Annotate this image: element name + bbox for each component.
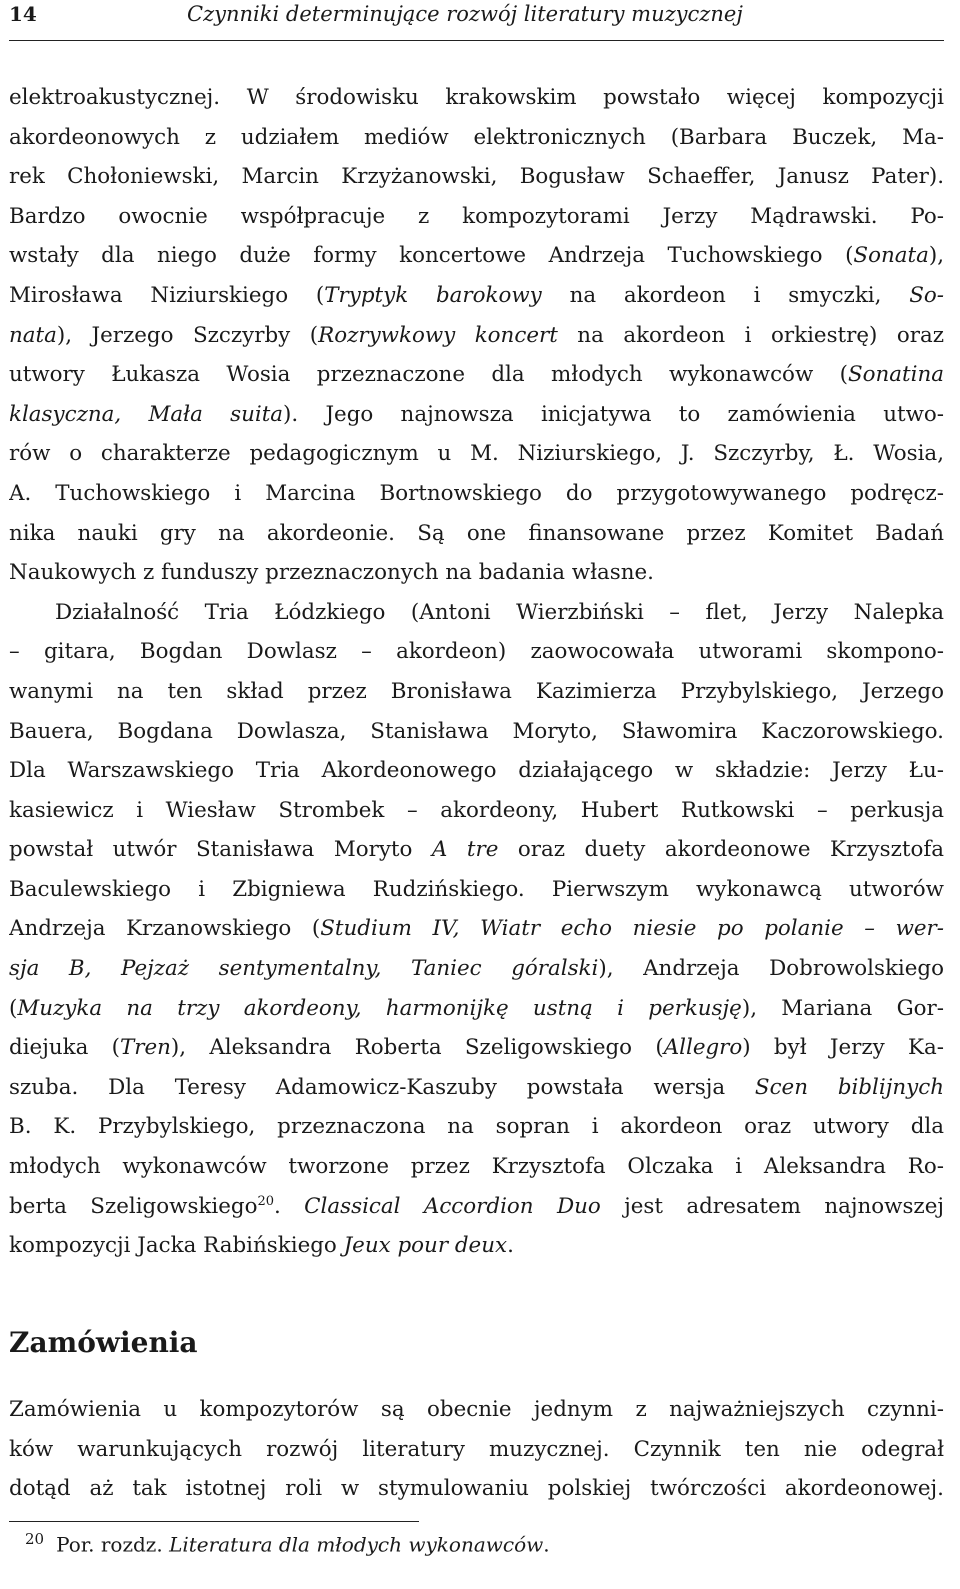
footnote: $^{20}$ Por. rozdz. Literatura dla młodych wykonawców. xyxy=(25,1530,550,1557)
text-line: klasyczna, Mała suita). Jego najnowsza inicjatywa to zamówienia utwo- xyxy=(9,401,944,427)
text-line: A. Tuchowskiego i Marcina Bortnowskiego do przygotowywanego podręcz- xyxy=(9,480,944,506)
text-line: nata), Jerzego Szczyrby (Rozrywkowy koncert na akordeon i orkiestrę) oraz xyxy=(9,322,944,348)
text-line: sja B, Pejzaż sentymentalny, Taniec góralski), Andrzeja Dobrowolskiego xyxy=(9,956,944,982)
text-line: szuba. Dla Teresy Adamowicz-Kaszuby powstała wersja Scen biblijnych xyxy=(9,1074,944,1100)
section-heading: Zamówienia xyxy=(9,1326,198,1359)
text-line: akordeonowych z udziałem mediów elektronicznych (Barbara Buczek, Ma- xyxy=(9,124,944,150)
text-line: kompozycji Jacka Rabińskiego Jeux pour deux. xyxy=(9,1233,514,1259)
text-line: młodych wykonawców tworzone przez Krzysztofa Olczaka i Aleksandra Ro- xyxy=(9,1154,944,1180)
text-line: Dla Warszawskiego Tria Akordeonowego działającego w składzie: Jerzy Łu- xyxy=(9,758,944,784)
text-line: rów o charakterze pedagogicznym u M. Niziurskiego, J. Szczyrby, Ł. Wosia, xyxy=(9,441,944,467)
text-line: Bauera, Bogdana Dowlasza, Stanisława Moryto, Sławomira Kaczorowskiego. xyxy=(9,718,944,744)
text-line: B. K. Przybylskiego, przeznaczona na sopran i akordeon oraz utwory dla xyxy=(9,1114,944,1140)
page-number: 14 xyxy=(9,2,37,26)
text-line: rek Chołoniewski, Marcin Krzyżanowski, Bogusław Schaeffer, Janusz Pater). xyxy=(9,164,944,190)
text-line: Naukowych z funduszy przeznaczonych na badania własne. xyxy=(9,560,654,586)
text-line: Baculewskiego i Zbigniewa Rudzińskiego. Pierwszym wykonawcą utworów xyxy=(9,876,944,902)
text-line: kasiewicz i Wiesław Strombek – akordeony, Hubert Rutkowski – perkusja xyxy=(9,797,944,823)
text-line: powstał utwór Stanisława Moryto A tre oraz duety akordeonowe Krzysztofa xyxy=(9,837,944,863)
text-line: (Muzyka na trzy akordeony, harmonijkę ustną i perkusję), Mariana Gor- xyxy=(9,995,944,1021)
page-header xyxy=(9,0,944,41)
text-line: nika nauki gry na akordeonie. Są one finansowane przez Komitet Badań xyxy=(9,520,944,546)
text-line: Działalność Tria Łódzkiego (Antoni Wierzbiński – flet, Jerzy Nalepka xyxy=(55,599,944,625)
text-line: berta Szeligowskiego$^{20}$. Classical Accordion Duo jest adresatem najnowszej xyxy=(9,1193,944,1219)
text-line: diejuka (Tren), Aleksandra Roberta Szeligowskiego (Allegro) był Jerzy Ka- xyxy=(9,1035,944,1061)
footnote-divider xyxy=(9,1521,419,1522)
paragraph-2 xyxy=(9,593,944,1266)
text-line: Andrzeja Krzanowskiego (Studium IV, Wiatr echo niesie po polanie – wer- xyxy=(9,916,944,942)
paragraph-1 xyxy=(9,78,944,593)
text-line: elektroakustycznej. W środowisku krakowskim powstało więcej kompozycji xyxy=(9,85,944,110)
running-title: Czynniki determinujące rozwój literatury muzycznej xyxy=(187,2,743,26)
text-line: dotąd aż tak istotnej roli w stymulowaniu polskiej twórczości akordeonowej. xyxy=(9,1476,944,1502)
section-paragraph xyxy=(9,1390,944,1509)
text-line: Mirosława Niziurskiego (Tryptyk barokowy na akordeon i smyczki, So- xyxy=(9,282,944,308)
body-text xyxy=(9,78,944,1266)
footnote-ref[interactable]: 20 xyxy=(257,1193,274,1209)
text-line: Bardzo owocnie współpracuje z kompozytorami Jerzy Mądrawski. Po- xyxy=(9,203,944,229)
text-line: – gitara, Bogdan Dowlasz – akordeon) zaowocowała utworami skompono- xyxy=(9,639,944,665)
text-line: wstały dla niego duże formy koncertowe Andrzeja Tuchowskiego (Sonata), xyxy=(9,243,944,269)
text-line: wanymi na ten skład przez Bronisława Kazimierza Przybylskiego, Jerzego xyxy=(9,678,944,704)
footnote-number: 20 xyxy=(25,1530,45,1548)
text-line: Zamówienia u kompozytorów są obecnie jednym z najważniejszych czynni- xyxy=(9,1397,944,1422)
text-line: utwory Łukasza Wosia przeznaczone dla młodych wykonawców (Sonatina xyxy=(9,362,944,388)
text-line: ków warunkujących rozwój literatury muzycznej. Czynnik ten nie odegrał xyxy=(9,1436,944,1462)
